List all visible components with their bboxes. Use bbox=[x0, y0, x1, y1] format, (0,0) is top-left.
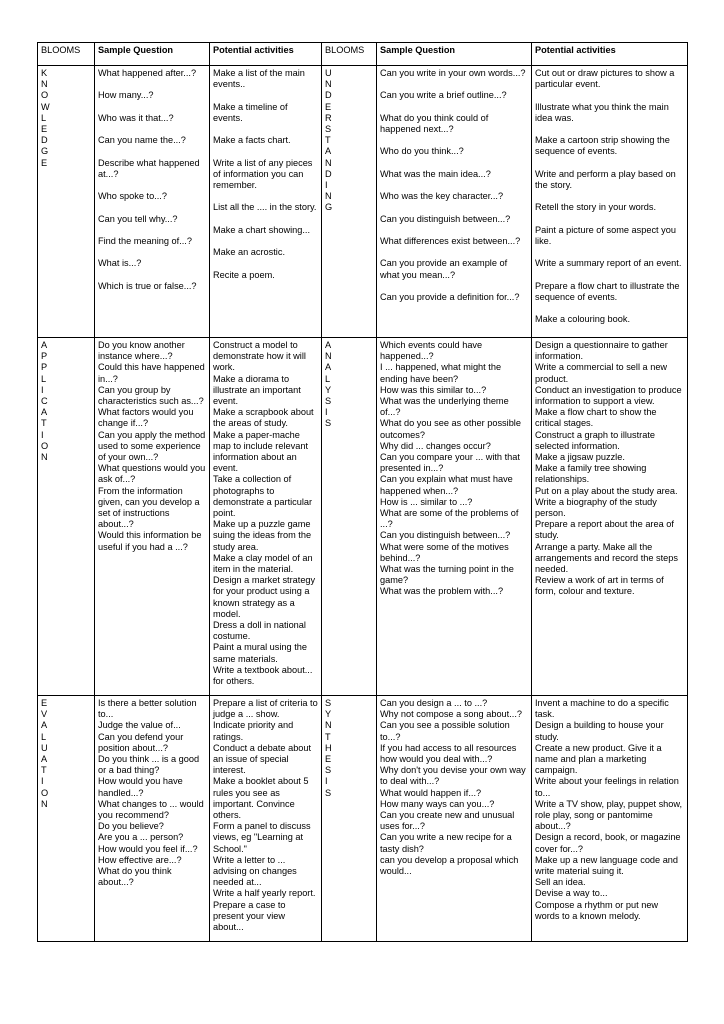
activity-item: Create a new product. Give it a name and plan a marketing campaign. bbox=[535, 742, 662, 776]
level-letter: I bbox=[41, 384, 44, 395]
activity-item: Make a list of the main events.. bbox=[213, 68, 305, 90]
question-item: What was the problem with...? bbox=[380, 586, 504, 597]
sample-questions-cell bbox=[377, 696, 532, 942]
activity-item: Sell an idea. bbox=[535, 877, 586, 888]
level-letter: S bbox=[325, 698, 332, 708]
question-item: Can you tell why...? bbox=[98, 213, 178, 224]
question-item: Is there a better solution to... bbox=[98, 698, 197, 720]
level-letter: C bbox=[41, 396, 48, 407]
level-letter: G bbox=[325, 202, 333, 213]
activity-item: Cut out or draw pictures to show a particular event. bbox=[535, 68, 675, 90]
level-letter: U bbox=[325, 68, 332, 78]
bloom-level-understanding bbox=[322, 66, 377, 338]
level-letter: N bbox=[325, 720, 332, 731]
question-item: Why not compose a song about...? bbox=[380, 709, 522, 720]
bloom-level-synthesis bbox=[322, 696, 377, 942]
level-letter: A bbox=[325, 362, 332, 373]
level-letter: N bbox=[325, 351, 332, 362]
question-item: How was this similar to...? bbox=[380, 384, 487, 395]
activity-item: Make an acrostic. bbox=[213, 247, 285, 258]
activities-cell bbox=[532, 66, 688, 338]
sample-question-header: Sample Question bbox=[95, 43, 210, 66]
question-item: Who was the key character...? bbox=[380, 191, 504, 202]
level-letter: D bbox=[325, 90, 332, 101]
level-letter: A bbox=[325, 340, 332, 350]
question-item: Can you write in your own words...? bbox=[380, 68, 526, 78]
question-item: What is...? bbox=[98, 258, 142, 269]
question-item: Would this information be useful if you had a ...? bbox=[98, 530, 202, 552]
activity-item: Make a diorama to illustrate an important event. bbox=[213, 373, 301, 407]
level-letter: N bbox=[325, 79, 332, 90]
question-item: How would you feel if...? bbox=[98, 843, 198, 854]
bloom-level-analysis bbox=[322, 338, 377, 696]
activity-item: Construct a model to demonstrate how it will work. bbox=[213, 340, 306, 373]
level-letter: G bbox=[41, 146, 49, 157]
question-item: Who was it that...? bbox=[98, 112, 174, 123]
table-row bbox=[38, 338, 688, 696]
activity-item: Make a scrapbook about the areas of study. bbox=[213, 407, 314, 429]
question-item: How effective are...? bbox=[98, 854, 182, 865]
question-item: Can you name the...? bbox=[98, 135, 186, 146]
activity-item: Conduct a debate about an issue of special interest. bbox=[213, 742, 312, 776]
activity-item: Design a market strategy for your product using a known strategy as a model. bbox=[213, 575, 316, 619]
question-item: Why did ... changes occur? bbox=[380, 440, 491, 451]
question-item: Can you distinguish between...? bbox=[380, 530, 511, 541]
level-letter: T bbox=[325, 731, 331, 742]
question-item: What was the turning point in the game? bbox=[380, 564, 514, 586]
activity-item: Recite a poem. bbox=[213, 269, 275, 280]
level-letter: I bbox=[325, 180, 328, 191]
level-letter: N bbox=[41, 798, 48, 809]
level-letter: A bbox=[41, 720, 48, 731]
activity-item: Paint a mural using the same materials. bbox=[213, 642, 307, 664]
level-letter: A bbox=[41, 340, 48, 350]
activities-cell bbox=[210, 338, 322, 696]
level-letter: A bbox=[325, 146, 332, 157]
sample-questions-cell bbox=[95, 696, 210, 942]
level-letter: S bbox=[325, 787, 332, 798]
activity-item: Make up a puzzle game suing the ideas from the study area. bbox=[213, 519, 312, 552]
level-letter: K bbox=[41, 68, 48, 78]
level-letter: N bbox=[325, 157, 332, 168]
activities-cell bbox=[210, 696, 322, 942]
activity-item: Write a TV show, play, puppet show, role play, song or pantomime about...? bbox=[535, 798, 683, 832]
question-item: Do you know another instance where...? bbox=[98, 340, 185, 362]
activity-item: Make a booklet about 5 rules you see as important. Convince others. bbox=[213, 776, 309, 821]
level-letter: E bbox=[41, 698, 48, 708]
activity-item: Design a record, book, or magazine cover for...? bbox=[535, 832, 681, 854]
question-item: Could this have happened in...? bbox=[98, 362, 205, 384]
level-letter: I bbox=[41, 776, 44, 787]
blooms-header: BLOOMS bbox=[38, 43, 95, 66]
question-item: What factors would you change if...? bbox=[98, 407, 194, 429]
table-row bbox=[38, 696, 688, 942]
question-item: What do you see as other possible outcomes? bbox=[380, 418, 521, 440]
sample-questions-cell bbox=[95, 338, 210, 696]
activity-item: Make a colouring book. bbox=[535, 314, 630, 325]
level-letter: O bbox=[41, 787, 49, 798]
question-item: Are you a ... person? bbox=[98, 832, 184, 843]
activity-item: Retell the story in your words. bbox=[535, 202, 657, 213]
sample-questions-cell bbox=[377, 338, 532, 696]
sample-question-header: Sample Question bbox=[377, 43, 532, 66]
question-item: Do you believe? bbox=[98, 821, 164, 832]
blooms-document bbox=[37, 42, 688, 942]
activity-item: Form a panel to discuss views, eg "Learning at School." bbox=[213, 821, 311, 854]
question-item: Do you think ... is a good or a bad thing? bbox=[98, 754, 200, 776]
potential-activities-header: Potential activities bbox=[532, 43, 688, 66]
activity-item: Design a building to house your study. bbox=[535, 720, 664, 742]
question-item: Which events could have happened...? bbox=[380, 340, 483, 362]
question-item: Find the meaning of...? bbox=[98, 235, 192, 246]
question-item: Who do you think...? bbox=[380, 146, 464, 157]
question-item: What would happen if...? bbox=[380, 787, 482, 798]
question-item: What was the main idea...? bbox=[380, 168, 491, 179]
activity-item: Make a facts chart. bbox=[213, 135, 291, 146]
question-item: What do you think about...? bbox=[98, 866, 172, 888]
activities-cell bbox=[532, 696, 688, 942]
question-item: Can you explain what must have happened when...? bbox=[380, 474, 513, 496]
activity-item: Construct a graph to illustrate selected information. bbox=[535, 429, 656, 451]
question-item: What questions would you ask of...? bbox=[98, 463, 206, 485]
blooms-table bbox=[37, 42, 688, 942]
activity-item: Prepare a report about the area of study. bbox=[535, 519, 674, 541]
activity-item: Make a jigsaw puzzle. bbox=[535, 452, 625, 463]
activity-item: Write a half yearly report. bbox=[213, 888, 316, 899]
level-letter: P bbox=[41, 351, 48, 362]
level-letter: L bbox=[41, 112, 47, 123]
level-letter: S bbox=[325, 124, 332, 135]
question-item: Can you compare your ... with that presented in...? bbox=[380, 452, 520, 474]
activity-item: Paint a picture of some aspect you like. bbox=[535, 224, 676, 246]
question-item: How many...? bbox=[98, 90, 154, 101]
bloom-level-knowledge bbox=[38, 66, 95, 338]
activity-item: Make a paper-mache map to include relevant information about an event. bbox=[213, 429, 308, 474]
level-letter: O bbox=[41, 440, 49, 451]
question-item: Can you provide an example of what you mean...? bbox=[380, 258, 508, 280]
activity-item: Write a commercial to sell a new product. bbox=[535, 362, 668, 384]
level-letter: E bbox=[325, 101, 332, 112]
level-letter: I bbox=[325, 407, 328, 418]
activity-item: List all the .... in the story. bbox=[213, 202, 317, 213]
level-letter: S bbox=[325, 765, 332, 776]
level-letter: L bbox=[41, 373, 47, 384]
level-letter: E bbox=[325, 754, 332, 765]
activity-item: Illustrate what you think the main idea was. bbox=[535, 101, 669, 123]
level-letter: T bbox=[41, 418, 47, 429]
question-item: What do you think could of happened next...? bbox=[380, 112, 489, 134]
level-letter: N bbox=[41, 79, 48, 90]
activities-cell bbox=[532, 338, 688, 696]
activity-item: Make a timeline of events. bbox=[213, 101, 288, 123]
level-letter: I bbox=[325, 776, 328, 787]
activity-item: Prepare a flow chart to illustrate the sequence of events. bbox=[535, 280, 680, 302]
sample-questions-cell bbox=[95, 66, 210, 338]
question-item: can you develop a proposal which would... bbox=[380, 854, 519, 877]
activity-item: Make a cartoon strip showing the sequence of events. bbox=[535, 135, 670, 157]
question-item: What changes to ... would you recommend? bbox=[98, 798, 204, 821]
activity-item: Prepare a list of criteria to judge a ... show. bbox=[213, 698, 318, 720]
blooms-header: BLOOMS bbox=[322, 43, 377, 66]
activity-item: Make up a new language code and write material suing it. bbox=[535, 854, 679, 877]
question-item: Describe what happened at...? bbox=[98, 157, 200, 179]
level-letter: A bbox=[41, 407, 48, 418]
question-item: Can you write a new recipe for a tasty dish? bbox=[380, 832, 512, 854]
level-letter: T bbox=[41, 765, 47, 776]
question-item: Can you distinguish between...? bbox=[380, 213, 511, 224]
activity-item: Write and perform a play based on the story. bbox=[535, 168, 676, 190]
activity-item: Conduct an investigation to produce information to support a view. bbox=[535, 384, 682, 407]
activity-item: Write a summary report of an event. bbox=[535, 258, 682, 269]
level-letter: E bbox=[41, 157, 48, 168]
level-letter: A bbox=[41, 754, 48, 765]
question-item: Judge the value of... bbox=[98, 720, 181, 731]
activity-item: Make a chart showing... bbox=[213, 224, 311, 235]
activity-item: Write a biography of the study person. bbox=[535, 496, 657, 519]
level-letter: D bbox=[325, 168, 332, 179]
activity-item: Invent a machine to do a specific task. bbox=[535, 698, 669, 720]
question-item: From the information given, can you develop a set of instructions about...? bbox=[98, 485, 200, 530]
question-item: How many ways can you...? bbox=[380, 798, 495, 809]
question-item: What differences exist between...? bbox=[380, 235, 521, 246]
activity-item: Take a collection of photographs to demonstrate a particular point. bbox=[213, 474, 313, 519]
activity-item: Make a flow chart to show the critical stages. bbox=[535, 407, 657, 429]
level-letter: P bbox=[41, 362, 48, 373]
question-item: Can you defend your position about...? bbox=[98, 731, 184, 753]
activities-cell bbox=[210, 66, 322, 338]
bloom-level-evaluation bbox=[38, 696, 95, 942]
activity-item: Write a list of any pieces of information you can remember. bbox=[213, 157, 313, 190]
level-letter: Y bbox=[325, 709, 332, 720]
level-letter: U bbox=[41, 742, 48, 753]
question-item: Can you see a possible solution to...? bbox=[380, 720, 510, 742]
level-letter: I bbox=[41, 429, 44, 440]
question-item: If you had access to all resources how would you deal with...? bbox=[380, 742, 517, 765]
level-letter: N bbox=[41, 452, 48, 463]
question-item: What happened after...? bbox=[98, 68, 197, 78]
question-item: Who spoke to...? bbox=[98, 191, 167, 202]
level-letter: L bbox=[41, 731, 47, 742]
activity-item: Write a letter to ... advising on changes needed at... bbox=[213, 854, 297, 888]
table-row bbox=[38, 66, 688, 338]
question-item: I ... happened, what might the ending have been? bbox=[380, 362, 502, 384]
level-letter: R bbox=[325, 112, 332, 123]
level-letter: D bbox=[41, 135, 48, 146]
question-item: Can you apply the method used to some experience of your own...? bbox=[98, 429, 206, 463]
activity-item: Arrange a party. Make all the arrangements and record the steps needed. bbox=[535, 541, 678, 575]
question-item: What are some of the problems of ...? bbox=[380, 508, 519, 530]
question-item: Can you design a ... to ...? bbox=[380, 698, 488, 708]
level-letter: S bbox=[325, 396, 332, 407]
activity-item: Design a questionnaire to gather information. bbox=[535, 340, 668, 362]
question-item: How is ... similar to ...? bbox=[380, 496, 473, 507]
activity-item: Write a textbook about... for others. bbox=[213, 664, 313, 687]
level-letter: S bbox=[325, 418, 332, 429]
level-letter: E bbox=[41, 124, 48, 135]
question-item: Why don't you devise your own way to deal with...? bbox=[380, 765, 526, 787]
potential-activities-header: Potential activities bbox=[210, 43, 322, 66]
activity-item: Put on a play about the study area. bbox=[535, 485, 678, 496]
level-letter: Y bbox=[325, 384, 332, 395]
bloom-level-application bbox=[38, 338, 95, 696]
question-item: Can you write a brief outline...? bbox=[380, 90, 507, 101]
sample-questions-cell bbox=[377, 66, 532, 338]
activity-item: Compose a rhythm or put new words to a known melody. bbox=[535, 899, 659, 921]
question-item: Can you provide a definition for...? bbox=[380, 291, 520, 302]
activity-item: Indicate priority and ratings. bbox=[213, 720, 294, 742]
level-letter: O bbox=[41, 90, 49, 101]
activity-item: Make a family tree showing relationships. bbox=[535, 463, 647, 485]
question-item: Can you create new and unusual uses for...? bbox=[380, 810, 515, 832]
activity-item: Review a work of art in terms of form, colour and texture. bbox=[535, 575, 664, 597]
level-letter: H bbox=[325, 742, 332, 753]
question-item: What was the underlying theme of...? bbox=[380, 396, 509, 418]
question-item: Can you group by characteristics such as...? bbox=[98, 384, 204, 407]
activity-item: Prepare a case to present your view about... bbox=[213, 899, 286, 933]
level-letter: W bbox=[41, 101, 50, 112]
activity-item: Devise a way to... bbox=[535, 888, 608, 899]
level-letter: T bbox=[325, 135, 331, 146]
level-letter: V bbox=[41, 709, 48, 720]
activity-item: Write about your feelings in relation to... bbox=[535, 776, 679, 798]
level-letter: N bbox=[325, 191, 332, 202]
question-item: What were some of the motives behind...? bbox=[380, 541, 509, 563]
level-letter: L bbox=[325, 373, 331, 384]
activity-item: Dress a doll in national costume. bbox=[213, 620, 306, 642]
question-item: How would you have handled...? bbox=[98, 776, 183, 798]
question-item: Which is true or false...? bbox=[98, 280, 197, 291]
activity-item: Make a clay model of an item in the material. bbox=[213, 552, 313, 575]
header-row bbox=[38, 43, 688, 66]
